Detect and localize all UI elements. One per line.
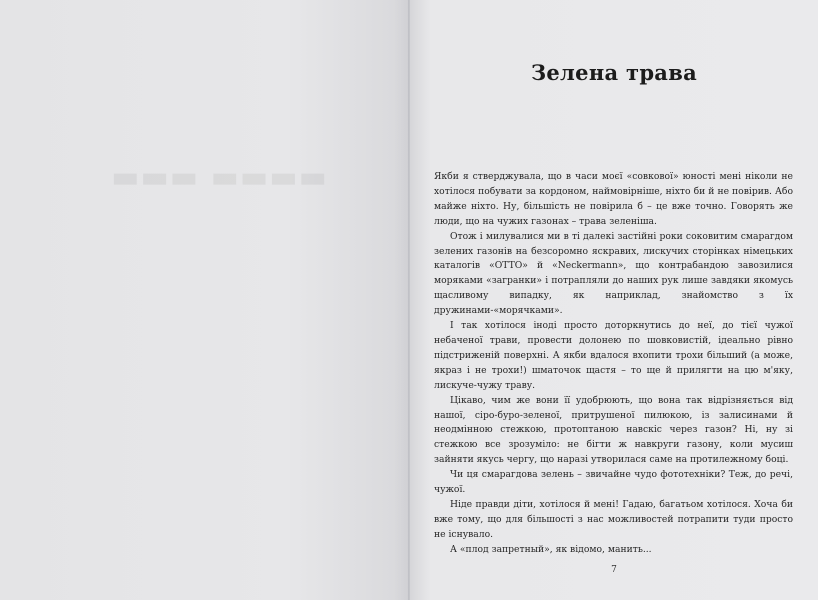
page-number: 7 xyxy=(611,565,617,575)
chapter-title: Зелена трава xyxy=(530,60,698,85)
show-through-text: ▬▬▬▬ ▬▬▬ xyxy=(110,160,327,195)
paragraph: Цікаво, чим же вони її удобрюють, що вона так відрізняється від нашої, сіро-буро-зеленої, притрушеної пилюкою, із залисинами й неодмінною стежкою, протоптаною навскіс через газон? Ні, ну зі стежкою все зрозуміло: не бігти ж навкруги газону, коли мусиш зайняти якусь чергу, що наразі утворилася саме на протилежному боці. xyxy=(434,394,793,466)
paragraph: Отож і милувалися ми в ті далекі застійні роки соковитим смарагдом зелених газонів на безсоромно яскравих, лискучих сторінках німецьких каталогів «OTTO» й «Neckermann», що контрабандою завозилися моряками «загранки» і потрапляли до наших рук лише завдяки якомусь щасливому випадку, як наприклад, знайомство з їх дружинами-«морячками». xyxy=(434,230,793,317)
paragraph: А «плод запретный», як відомо, манить... xyxy=(450,543,652,555)
paragraph: Якби я стверджувала, що в часи моєї «совкової» юності мені ніколи не хотілося побувати за кордоном, наймовірніше, ніхто би й не повірив. Або майже ніхто. Ну, більшість не повірила б – це вже точно. Говорять же люди, що на чужих газонах – трава зеленіша. xyxy=(434,171,793,227)
right-page xyxy=(410,0,818,600)
paragraph: Чи ця смарагдова зелень – звичайне чудо фототехніки? Теж, до речі, чужої. xyxy=(434,469,793,496)
paragraph: Ніде правди діти, хотілося й мені! Гадаю, багатьом хотілося. Хоча би вже тому, що для більшості з нас можливостей потрапити туди просто не існувало. xyxy=(434,498,793,540)
paragraph: І так хотілося іноді просто доторкнутись до неї, до тієї чужої небаченої трави, провести долонею по шовковистій, ідеально рівно підстриженій поверхні. А якби вдалося вхопити трохи більший (а може, якраз і не трохи!) шматочок щастя – то ще й прилягти на цю м'яку, лискуче-чужу траву. xyxy=(434,320,793,391)
chapter-body xyxy=(434,170,793,558)
